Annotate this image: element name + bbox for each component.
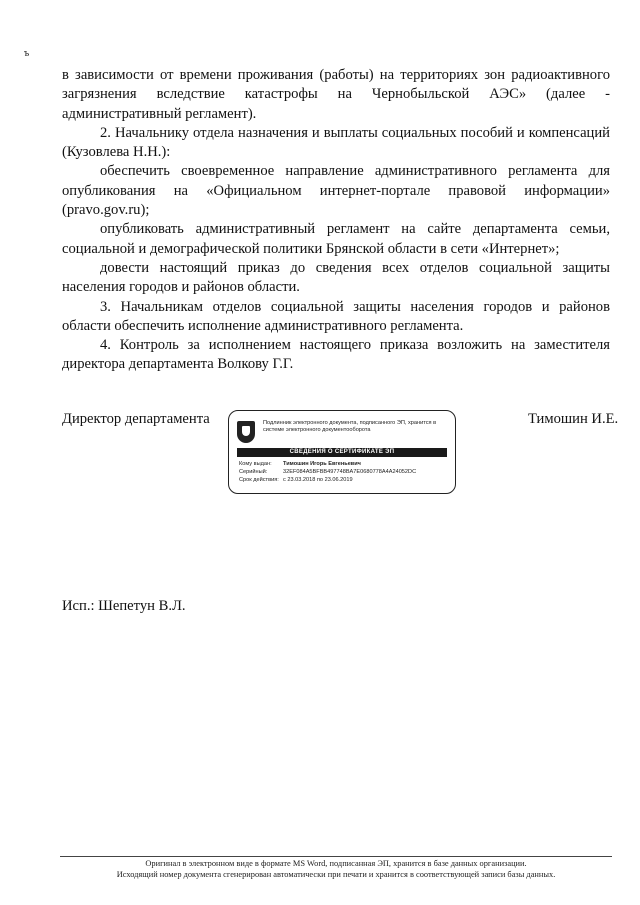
body-paragraph: 3. Начальникам отделов социальной защиты населения городов и районов области обеспечить исполнение административного регламента.	[62, 298, 610, 334]
body-paragraph: обеспечить своевременное направление административного регламента для опубликования на «Официальном интернет-портале правовой информации» (pravo.gov.ru);	[62, 163, 610, 219]
body-paragraph: довести настоящий приказ до сведения всех отделов социальной защиты населения городов и районов области.	[62, 259, 610, 296]
stamp-serial-value: 32EF084A5BFBB497748BA7E0680778A4A24052DC	[283, 469, 417, 475]
coat-of-arms-icon	[237, 421, 255, 443]
stamp-issued-to-label: Кому выдан:	[239, 461, 272, 467]
scan-corner-mark: ъ	[24, 48, 30, 59]
stamp-header: Подлинник электронного документа, подписанного ЭП, хранится в системе электронного документооборота	[263, 420, 437, 433]
body-paragraph: 2. Начальнику отдела назначения и выплаты социальных пособий и компенсаций (Кузовлева Н.Н.):	[62, 124, 610, 161]
footer-note	[60, 858, 612, 880]
stamp-serial	[239, 469, 416, 476]
electronic-signature-stamp	[228, 410, 456, 494]
stamp-serial-label: Серийный:	[239, 469, 268, 475]
signatory-position: Директор департамента	[62, 411, 210, 427]
footer-divider	[60, 856, 612, 857]
stamp-issued-to	[239, 461, 361, 468]
stamp-certificate-title: СВЕДЕНИЯ О СЕРТИФИКАТЕ ЭП	[237, 448, 447, 457]
executor-line: Исп.: Шепетун В.Л.	[62, 598, 186, 614]
body-paragraph: 4. Контроль за исполнением настоящего приказа возложить на заместителя директора департамента Волкову Г.Г.	[62, 337, 610, 373]
stamp-validity-value: с 23.03.2018 по 23.06.2019	[283, 477, 353, 483]
body-paragraph: в зависимости от времени проживания (работы) на территориях зон радиоактивного загрязнения вследствие катастрофы на Чернобыльской АЭС» (далее - административный регламент).	[62, 67, 610, 122]
footer-line-1: Оригинал в электронном виде в формате MS Word, подписанная ЭП, хранится в базе данных организации.	[145, 859, 527, 868]
signatory-name: Тимошин И.Е.	[528, 411, 619, 427]
stamp-validity-label: Срок действия:	[239, 477, 279, 483]
body-paragraph: опубликовать административный регламент на сайте департамента семьи, социальной и демографической политики Брянской области в сети «Интернет»;	[62, 221, 610, 257]
stamp-issued-to-value: Тимошин Игорь Евгеньевич	[283, 461, 361, 467]
footer-line-2: Исходящий номер документа сгенерирован автоматически при печати и хранится в соответствующей записи базы данных.	[116, 870, 556, 879]
stamp-validity	[239, 477, 353, 484]
order-body-text	[62, 66, 610, 375]
